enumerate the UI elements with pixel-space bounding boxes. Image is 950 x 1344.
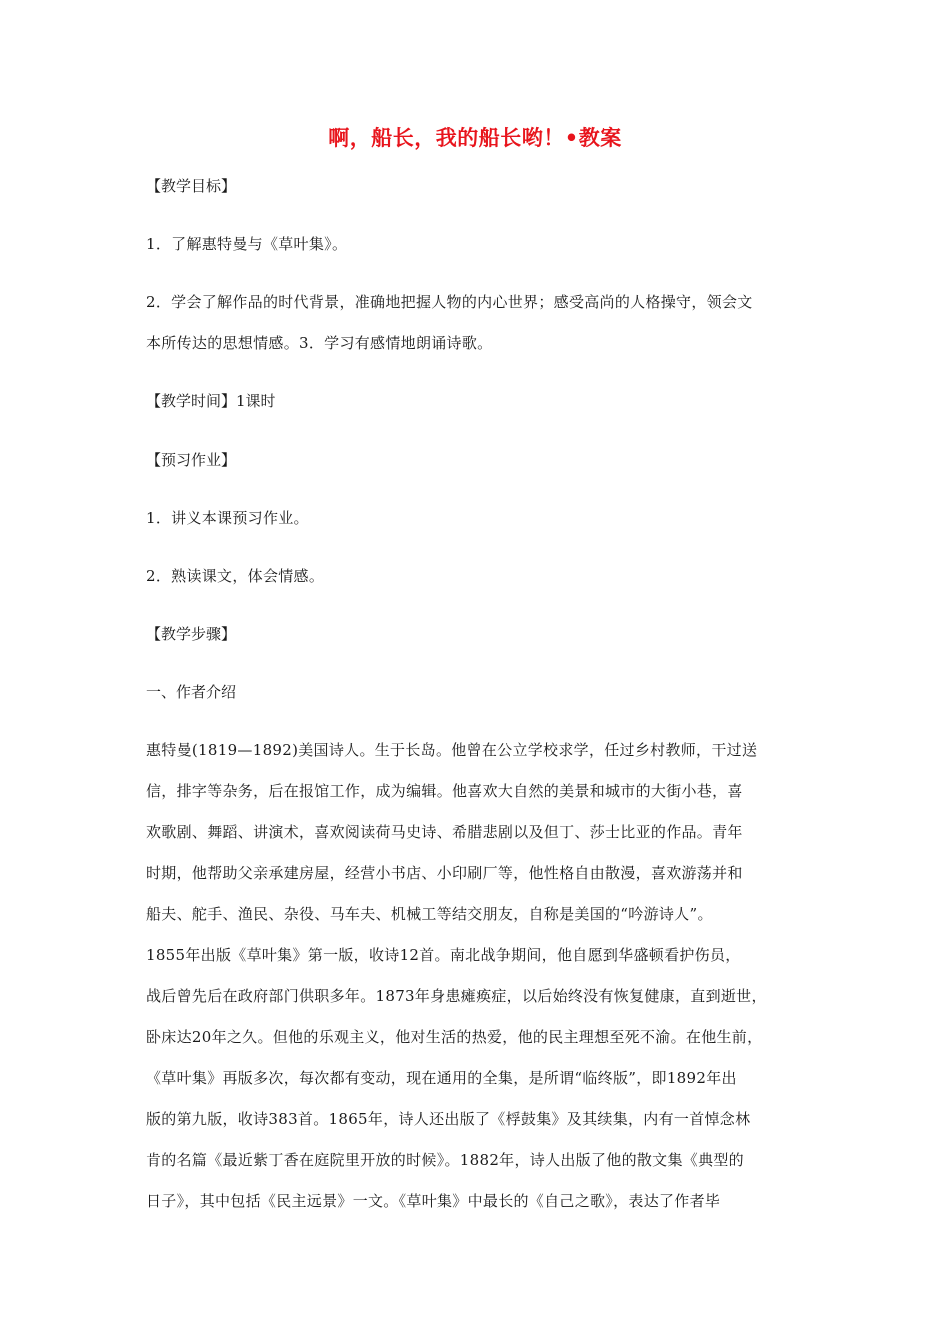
goal-item-2-line-2: 本所传达的思想情感。3．学习有感情地朗诵诗歌。	[146, 334, 493, 352]
author-intro-line: 惠特曼(1819—1892)美国诗人。生于长岛。他曾在公立学校求学，任过乡村教师，干过送	[146, 741, 758, 759]
page-title: 啊，船长，我的船长哟！•教案	[328, 126, 622, 150]
author-intro-line: 《草叶集》再版多次，每次都有变动，现在通用的全集，是所谓“临终版”，即1892年出	[146, 1069, 737, 1087]
author-intro-line: 日子》，其中包括《民主远景》一文。《草叶集》中最长的《自己之歌》，表达了作者毕	[146, 1192, 721, 1210]
author-intro-line: 肯的名篇《最近紫丁香在庭院里开放的时候》。1882年，诗人出版了他的散文集《典型的	[146, 1151, 744, 1169]
steps-heading: 【教学步骤】	[146, 625, 237, 643]
author-intro-line: 时期，他帮助父亲承建房屋，经营小书店、小印刷厂等，他性格自由散漫，喜欢游荡并和	[146, 864, 743, 882]
goals-heading: 【教学目标】	[146, 177, 237, 195]
author-intro-line: 战后曾先后在政府部门供职多年。1873年身患瘫痪症，以后始终没有恢复健康，直到逝世，	[146, 987, 767, 1005]
homework-item-1: 1．讲义本课预习作业。	[146, 509, 309, 527]
author-intro-line: 1855年出版《草叶集》第一版，收诗12首。南北战争期间，他自愿到华盛顿看护伤员，	[146, 946, 741, 964]
goal-item-2-line-1: 2．学会了解作品的时代背景，准确地把握人物的内心世界；感受高尚的人格操守，领会文	[146, 293, 753, 311]
author-intro-line: 信，排字等杂务，后在报馆工作，成为编辑。他喜欢大自然的美景和城市的大街小巷，喜	[146, 782, 743, 800]
author-intro-line: 船夫、舵手、渔民、杂役、马车夫、机械工等结交朋友，自称是美国的“吟游诗人”。	[146, 905, 713, 923]
author-intro-line: 版的第九版，收诗383首。1865年，诗人还出版了《桴鼓集》及其续集，内有一首悼念林	[146, 1110, 751, 1128]
homework-item-2: 2．熟读课文，体会情感。	[146, 567, 325, 585]
homework-heading: 【预习作业】	[146, 451, 237, 469]
goal-item-1: 1．了解惠特曼与《草叶集》。	[146, 235, 348, 253]
time-heading: 【教学时间】1课时	[146, 392, 276, 410]
author-intro-line: 卧床达20年之久。但他的乐观主义，他对生活的热爱，他的民主理想至死不渝。在他生前，	[146, 1028, 763, 1046]
step-1-heading: 一、作者介绍	[146, 683, 237, 701]
author-intro-line: 欢歌剧、舞蹈、讲演术，喜欢阅读荷马史诗、希腊悲剧以及但丁、莎士比亚的作品。青年	[146, 823, 743, 841]
